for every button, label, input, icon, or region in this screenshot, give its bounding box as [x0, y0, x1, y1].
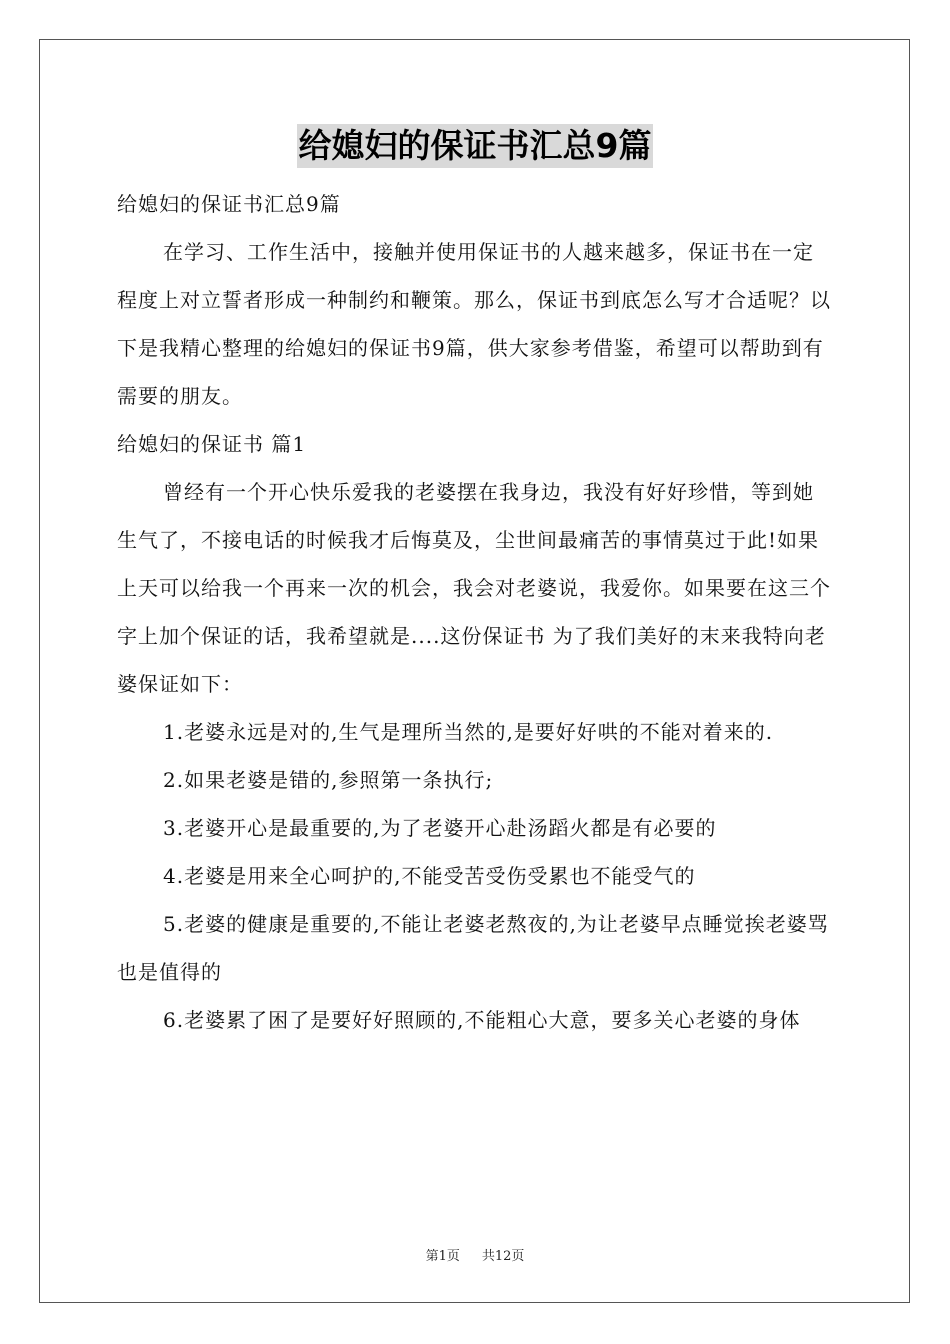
list-item: 5.老婆的健康是重要的,不能让老婆老熬夜的,为让老婆早点睡觉挨老婆骂也是值得的	[117, 912, 829, 984]
document-body	[117, 180, 833, 1044]
section-paragraph: 曾经有一个开心快乐爱我的老婆摆在我身边，我没有好好珍惜，等到她生气了，不接电话的时候我才后悔莫及，尘世间最痛苦的事情莫过于此!如果上天可以给我一个再来一次的机会，我会对老婆说，我爱你。如果要在这三个字上加个保证的话，我希望就是....这份保证书 为了我们美好的末来我特向老婆保证如下：	[117, 480, 831, 696]
section-heading: 给媳妇的保证书 篇1	[117, 432, 307, 456]
list-item: 1.老婆永远是对的,生气是理所当然的,是要好好哄的不能对着来的.	[163, 720, 774, 744]
list-item: 6.老婆累了困了是要好好照顾的,不能粗心大意，要多关心老婆的身体	[163, 1008, 801, 1032]
page-number: 第1页	[425, 1249, 460, 1264]
page-footer	[0, 1248, 950, 1266]
list-item: 3.老婆开心是最重要的,为了老婆开心赴汤蹈火都是有必要的	[163, 816, 717, 840]
document-subtitle: 给媳妇的保证书汇总9篇	[117, 192, 341, 216]
intro-paragraph: 在学习、工作生活中，接触并使用保证书的人越来越多，保证书在一定程度上对立誓者形成一种制约和鞭策。那么，保证书到底怎么写才合适呢？以下是我精心整理的给媳妇的保证书9篇，供大家参考借鉴，希望可以帮助到有需要的朋友。	[117, 240, 831, 408]
document-title: 给媳妇的保证书汇总9篇	[297, 124, 654, 168]
title-wrap	[0, 124, 950, 168]
list-item: 2.如果老婆是错的,参照第一条执行;	[163, 768, 494, 792]
page-total: 共12页	[481, 1249, 525, 1264]
list-item: 4.老婆是用来全心呵护的,不能受苦受伤受累也不能受气的	[163, 864, 696, 888]
